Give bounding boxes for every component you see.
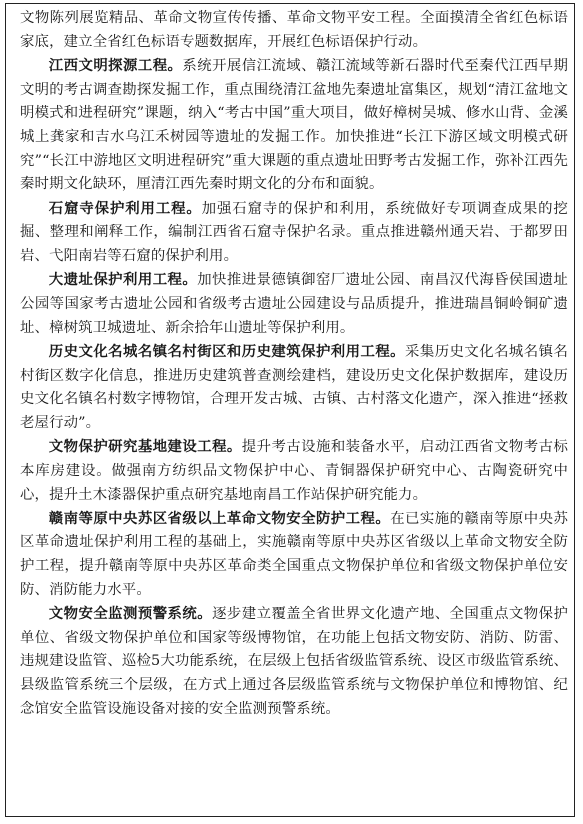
paragraph-grotto-temple xyxy=(20,198,568,269)
paragraph-body: 在已实施的赣南等原中央苏区革命遗址保护利用工程的基础上，实施赣南等原中央苏区省级以上革命文物安全防护工程，提升赣南等原中央苏区革命类全国重点文物保护单位和省级文物保护单位安防、消防能力水平。 xyxy=(20,510,568,598)
paragraph-heading: 赣南等原中央苏区省级以上革命文物安全防护工程。 xyxy=(48,510,391,527)
paragraph-great-sites xyxy=(20,269,568,340)
paragraph-heading: 文物保护研究基地建设工程。 xyxy=(48,439,242,456)
paragraph-body: 采集历史文化名城名镇名村街区数字化信息，推进历史建筑普查测绘建档，建设历史文化保护数据库，建设历史文化名镇名村数字博物馆，合理开发古城、古镇、古村落文化遗产，深入推进“拯救老屋行动”。 xyxy=(20,343,568,431)
paragraph-heading: 历史文化名城名镇名村街区和历史建筑保护利用工程。 xyxy=(48,343,406,360)
paragraph-historic-towns xyxy=(20,341,568,436)
text-box-frame xyxy=(5,3,575,817)
paragraph-continuation xyxy=(20,7,568,54)
paragraph-civilization-origin xyxy=(20,55,568,197)
paragraph-heading: 石窟寺保护利用工程。 xyxy=(48,200,202,217)
paragraph-monitoring-warning xyxy=(20,603,568,722)
paragraph-body: 系统开展信江流域、赣江流域等新石器时代至秦代江西早期文明的考古调查勘探发掘工作，重点围绕清江盆地先秦遗址富集区，规划“清江盆地文明模式和进程研究”课题，纳入“考古中国”重大项目，做好樟树吴城、修水山背、金溪城上龚家和吉水乌江禾树园等遗址的发掘工作。加快推进“长江下游区域文明模式研究”“长江中游地区文明进程研究”重大课题的重点遗址田野考古发掘工作，弥补江西先秦时期文化缺环，厘清江西先秦时期文化的分布和面貌。 xyxy=(20,57,568,193)
paragraph-body: 加快推进景德镇御窑厂遗址公园、南昌汉代海昏侯国遗址公园等国家考古遗址公园和省级考古遗址公园建设与品质提升，推进瑞昌铜岭铜矿遗址、樟树筑卫城遗址、新余拾年山遗址等保护利用。 xyxy=(20,272,568,336)
paragraph-research-base xyxy=(20,436,568,507)
paragraph-heading: 江西文明探源工程。 xyxy=(48,57,183,74)
paragraph-body: 逐步建立覆盖全省世界文化遗产地、全国重点文物保护单位、省级文物保护单位和国家等级博物馆，在功能上包括文物安防、消防、防雷、违规建设监管、巡检5大功能系统，在层级上包括省级监管系统、设区市级监管系统、县级监管系统三个层级，在方式上通过各层级监管系统与文物保护单位和博物馆、纪念馆安全监管设施设备对接的安全监测预警系统。 xyxy=(20,606,568,717)
paragraph-revolutionary-relics-safety xyxy=(20,508,568,603)
paragraph-body: 加强石窟寺的保护和利用，系统做好专项调查成果的挖掘、整理和阐释工作，编制江西省石窟寺保护名录。重点推进赣州通天岩、于都罗田岩、弋阳南岩等石窟的保护利用。 xyxy=(20,200,568,265)
paragraph-heading: 大遗址保护利用工程。 xyxy=(48,272,198,289)
paragraph-body: 提升考古设施和装备水平，启动江西省文物考古标本库房建设。做强南方纺织品文物保护中心、青铜器保护研究中心、古陶瓷研究中心，提升土木漆器保护重点研究基地南昌工作站保护研究能力。 xyxy=(20,439,569,503)
document-body xyxy=(20,7,568,722)
paragraph-body: 文物陈列展览精品、革命文物宣传传播、革命文物平安工程。全面摸清全省红色标语家底，建立全省红色标语专题数据库，开展红色标语保护行动。 xyxy=(20,10,568,50)
paragraph-heading: 文物安全监测预警系统。 xyxy=(48,606,213,623)
